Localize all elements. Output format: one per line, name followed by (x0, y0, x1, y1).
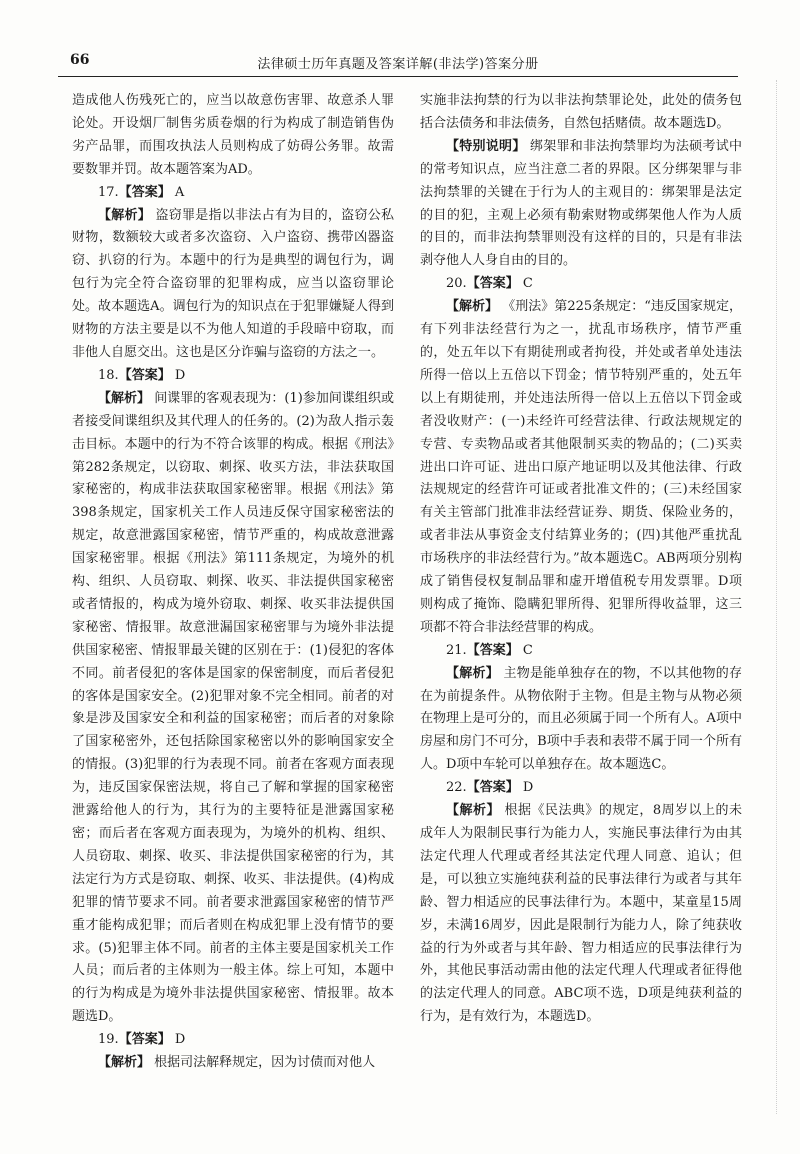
answer-value: C (522, 642, 535, 658)
answer-value: D (174, 1032, 188, 1048)
left-column (72, 90, 394, 1075)
analysis-label: 【解析】 (98, 207, 152, 223)
answer-line (72, 182, 394, 205)
analysis-paragraph (420, 800, 742, 1029)
analysis-label: 【解析】 (446, 665, 500, 681)
answer-line (72, 365, 394, 388)
analysis-text: 绑架罪和非法拘禁罪均为法硕考试中的常考知识点，应当注意二者的界限。区分绑架罪与非法拘禁罪的关键在于行为人的主观目的：绑架罪是法定的目的犯，主观上必须有勒索财物或绑架他人作为人质的目的，而非法拘禁罪则没有这样的目的，只是有非法剥夺他人人身自由的目的。 (420, 138, 742, 269)
page-number: 66 (70, 52, 90, 68)
question-number: 18. (98, 367, 119, 383)
analysis-text: 《刑法》第225条规定：“违反国家规定，有下列非法经营行为之一，扰乱市场秩序，情节严重的，处五年以下有期徒刑或者拘役，并处或者单处违法所得一倍以上五倍以下罚金；情节特别严重的，处五年以上有期徒刑，并处违法所得一倍以上五倍以下罚金或者没收财产：(一)未经许可经营法律、行政法规规定的专营、专卖物品或者其他限制买卖的物品的；(二)买卖进出口许可证、进出口原产地证明以及其他法律、行政法规规定的经营许可证或者批准文件的；(三)未经国家有关主管部门批准非法经营证券、期货、保险业务的，或者非法从事资金支付结算业务的；(四)其他严重扰乱市场秩序的非法经营行为。”故本题选C。AB两项分别构成了销售侵权复制品罪和虚开增值税专用发票罪。D项则构成了掩饰、隐瞒犯罪所得、犯罪所得收益罪，这三项都不符合非法经营罪的构成。 (420, 299, 742, 635)
answer-label: 【答案】 (466, 780, 519, 796)
analysis-paragraph (420, 296, 742, 640)
answer-label: 【答案】 (118, 1032, 171, 1048)
analysis-paragraph (72, 205, 394, 365)
book-title: 法律硕士历年真题及答案详解(非法学)答案分册 (257, 57, 539, 72)
answer-value: D (522, 780, 536, 796)
answer-label: 【答案】 (466, 276, 519, 292)
analysis-text: 根据司法解释规定，因为讨债而对他人 (154, 1055, 376, 1071)
edge-guide (776, 80, 777, 1114)
analysis-text: 根据《民法典》的规定，8周岁以上的未成年人为限制民事行为能力人，实施民事法律行为由其法定代理人代理或者经其法定代理人同意、追认；但是，可以独立实施纯获利益的民事法律行为或者与其年龄、智力相适应的民事法律行为。本题中，某童星15周岁，未满16周岁，因此是限制行为能力人，除了纯获收益的行为外或者与其年龄、智力相适应的民事法律行为外，其他民事活动需由他的法定代理人代理或者征得他的法定代理人的同意。ABC项不选，D项是纯获利益的行为，是有效行为，本题选D。 (420, 803, 742, 1025)
analysis-label: 【解析】 (446, 299, 499, 315)
analysis-text: 间谍罪的客观表现为：(1)参加间谍组织或者接受间谍组织及其代理人的任务的。(2)为敌人指示轰击目标。本题中的行为不符合该罪的构成。根据《刑法》第282条规定，以窃取、刺探、收买方法，非法获取国家秘密的，构成非法获取国家秘密罪。根据《刑法》第398条规定，国家机关工作人员违反保守国家秘密法的规定，故意泄露国家秘密，情节严重的，构成故意泄露国家秘密罪。根据《刑法》第111条规定，为境外的机构、组织、人员窃取、刺探、收买、非法提供国家秘密或者情报的，构成为境外窃取、刺探、收买非法提供国家秘密、情报罪。故意泄漏国家秘密罪与为境外非法提供国家秘密、情报罪最关键的区别在于：(1)侵犯的客体不同。前者侵犯的客体是国家的保密制度，而后者侵犯的客体是国家安全。(2)犯罪对象不完全相同。前者的对象是涉及国家安全和利益的国家秘密；而后者的对象除了国家秘密外，还包括除国家秘密以外的影响国家安全的情报。(3)犯罪的行为表现不同。前者在客观方面表现为，违反国家保密法规，将自己了解和掌握的国家秘密泄露给他人的行为，其行为的主要特征是泄露国家秘密；而后者在客观方面表现为，为境外的机构、组织、人员窃取、刺探、收买、非法提供国家秘密的行为，其法定行为方式是窃取、刺探、收买、非法提供。(4)构成犯罪的情节要求不同。前者要求泄露国家秘密的情节严重才能构成犯罪；而后者则在构成犯罪上没有情节的要求。(5)犯罪主体不同。前者的主体主要是国家机关工作人员；而后者的主体则为一般主体。综上可知，本题中的行为构成是为境外非法提供国家秘密、情报罪。故本题选D。 (72, 390, 394, 1025)
analysis-text: 盗窃罪是指以非法占有为目的，盗窃公私财物，数额较大或者多次盗窃、入户盗窃、携带凶器盗窃、扒窃的行为。本题中的行为是典型的调包行为，调包行为完全符合盗窃罪的犯罪构成，应当以盗窃罪论处。故本题选A。调包行为的知识点在于犯罪嫌疑人得到财物的方法主要是以不为他人知道的手段暗中窃取，而非他人自愿交出。这也是区分诈骗与盗窃的方法之一。 (72, 207, 394, 360)
analysis-label: 【解析】 (446, 803, 500, 819)
analysis-paragraph (72, 1052, 394, 1075)
right-column (420, 90, 742, 1029)
analysis-text: 主物是能单独存在的物，不以其他物的存在为前提条件。从物依附于主物。但是主物与从物必须在物理上是可分的，而且必须属于同一个所有人。A项中房屋和房门不可分，B项中手表和表带不属于同一个所有人。D项中车轮可以单独存在。故本题选C。 (420, 665, 742, 773)
body-paragraph (72, 90, 394, 182)
analysis-label: 【解析】 (98, 1055, 151, 1071)
question-number: 21. (446, 642, 467, 658)
analysis-label: 【特别说明】 (446, 138, 526, 154)
question-number: 19. (98, 1032, 119, 1048)
answer-label: 【答案】 (466, 642, 519, 658)
answer-line (72, 1029, 394, 1052)
paragraph-text: 实施非法拘禁的行为以非法拘禁罪论处，此处的债务包括合法债务和非法债务，自然包括赌债。故本题选D。 (420, 93, 742, 131)
answer-value: D (174, 367, 188, 383)
analysis-label: 【解析】 (98, 390, 151, 406)
paragraph-text: 造成他人伤残死亡的，应当以故意伤害罪、故意杀人罪论处。开设烟厂制售劣质卷烟的行为构成了制造销售伪劣产品罪，而围攻执法人员则构成了妨碍公务罪。故需要数罪并罚。故本题答案为AD。 (72, 93, 394, 177)
analysis-paragraph (72, 388, 394, 1029)
answer-value: A (174, 184, 187, 200)
question-number: 20. (446, 276, 467, 292)
answer-label: 【答案】 (118, 367, 171, 383)
running-header (58, 48, 738, 77)
question-number: 17. (98, 184, 119, 200)
analysis-paragraph (420, 136, 742, 273)
answer-line (420, 273, 742, 296)
answer-value: C (522, 276, 535, 292)
answer-line (420, 777, 742, 800)
body-paragraph (420, 90, 742, 136)
answer-line (420, 640, 742, 663)
analysis-paragraph (420, 663, 742, 778)
answer-label: 【答案】 (118, 184, 171, 200)
question-number: 22. (446, 780, 467, 796)
